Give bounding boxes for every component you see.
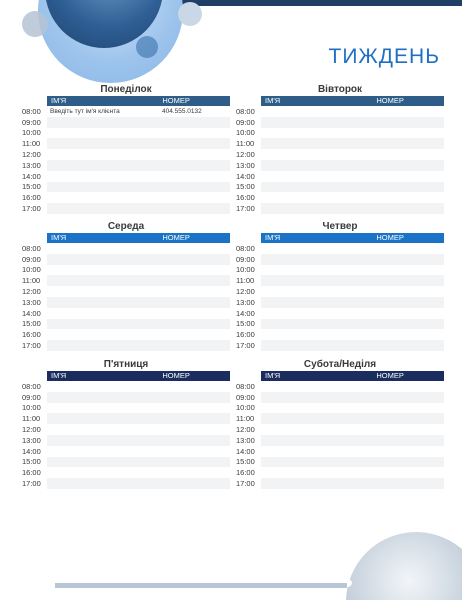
time-label: 10:00 [22,403,41,413]
time-slot-row [236,329,444,340]
time-label: 12:00 [236,150,255,160]
appointment-cell[interactable] [261,424,444,435]
name-column-header: ІМ'Я [265,371,281,380]
time-slot-row [236,192,444,203]
appointment-cell[interactable] [261,286,444,297]
time-label: 09:00 [22,392,41,402]
time-slot-row [236,117,444,128]
time-slot-row [236,128,444,139]
appointment-cell[interactable] [47,319,230,330]
time-slot-row [236,275,444,286]
appointment-cell[interactable] [47,446,230,457]
time-label: 08:00 [22,243,41,253]
time-slot-row [22,243,230,254]
time-label: 08:00 [236,381,255,391]
appointment-cell[interactable] [261,319,444,330]
time-label: 11:00 [236,414,255,424]
appointment-cell[interactable] [261,392,444,403]
time-label: 14:00 [22,308,41,318]
time-slot-row [236,319,444,330]
appointment-cell[interactable] [47,192,230,203]
day-block-thursday [236,220,444,351]
appointment-cell[interactable] [261,128,444,139]
day-title: Вівторок [317,84,363,95]
day-block-wednesday [22,220,230,351]
time-label: 14:00 [22,446,41,456]
time-slot-row [22,106,230,117]
name-column-header: ІМ'Я [265,233,281,242]
time-label: 16:00 [236,193,255,203]
appointment-cell[interactable] [261,403,444,414]
appointment-cell[interactable] [261,446,444,457]
time-slot-row [22,340,230,351]
time-slot-row [236,203,444,214]
time-slot-row [236,171,444,182]
appointment-cell[interactable] [47,457,230,468]
phone-column-header: НОМЕР [162,96,190,105]
day-title: Середа [107,221,145,232]
time-slots [236,106,444,214]
time-label: 09:00 [236,254,255,264]
appointment-cell[interactable] [261,106,444,117]
decor-dot-pale [178,2,202,26]
time-slot-row [22,392,230,403]
time-slot-row [22,413,230,424]
phone-column-header: НОМЕР [162,233,190,242]
day-block-monday [22,83,230,214]
time-label: 17:00 [236,204,255,214]
time-label: 13:00 [236,297,255,307]
time-slot-row [22,446,230,457]
time-label: 11:00 [22,414,41,424]
time-slot-row [236,297,444,308]
appointment-cell[interactable] [47,308,230,319]
time-label: 17:00 [22,204,41,214]
appointment-cell[interactable] [261,297,444,308]
time-label: 12:00 [236,287,255,297]
time-slot-row [22,308,230,319]
appointment-cell[interactable] [261,182,444,193]
column-header [47,96,230,106]
time-label: 13:00 [22,160,41,170]
phone-column-header: НОМЕР [376,371,404,380]
time-slot-row [236,403,444,414]
time-slot-row [236,265,444,276]
time-slots [22,243,230,351]
phone-column-header: НОМЕР [162,371,190,380]
time-slot-row [236,457,444,468]
client-phone: 404.555.0132 [162,107,202,115]
appointment-cell[interactable] [261,138,444,149]
appointment-cell[interactable] [261,117,444,128]
time-slot-row [236,413,444,424]
appointment-cell[interactable] [261,265,444,276]
time-slots [236,243,444,351]
time-label: 16:00 [22,468,41,478]
time-label: 12:00 [22,287,41,297]
day-block-friday [22,358,230,489]
appointment-cell[interactable] [261,243,444,254]
time-slot-row [22,275,230,286]
appointment-cell[interactable] [47,149,230,160]
time-slot-row [22,160,230,171]
appointment-cell[interactable] [261,413,444,424]
appointment-cell[interactable] [261,478,444,489]
time-slot-row [236,149,444,160]
time-label: 17:00 [22,341,41,351]
time-label: 15:00 [236,319,255,329]
time-slot-row [236,392,444,403]
appointment-cell[interactable] [261,192,444,203]
time-slot-row [22,138,230,149]
time-label: 11:00 [22,139,41,149]
appointment-cell[interactable] [261,171,444,182]
time-label: 15:00 [236,457,255,467]
bottom-accent-bar [55,583,347,588]
appointment-cell[interactable] [47,243,230,254]
time-label: 08:00 [236,243,255,253]
time-slot-row [22,128,230,139]
time-slot-row [236,138,444,149]
appointment-cell[interactable] [47,392,230,403]
time-slot-row [22,424,230,435]
time-slot-row [22,403,230,414]
time-label: 17:00 [236,341,255,351]
time-label: 16:00 [22,193,41,203]
appointment-cell[interactable] [47,424,230,435]
appointment-cell[interactable] [47,286,230,297]
column-header [261,233,444,243]
time-slot-row [22,117,230,128]
time-slot-row [236,286,444,297]
name-column-header: ІМ'Я [51,96,67,105]
time-label: 09:00 [22,254,41,264]
appointment-cell[interactable] [47,182,230,193]
appointment-cell[interactable] [47,435,230,446]
time-label: 15:00 [22,457,41,467]
day-block-weekend [236,358,444,489]
time-label: 10:00 [236,128,255,138]
appointment-cell[interactable] [47,478,230,489]
appointment-cell[interactable] [47,160,230,171]
time-label: 12:00 [236,425,255,435]
appointment-cell[interactable] [261,275,444,286]
appointment-cell[interactable] [261,203,444,214]
time-label: 15:00 [22,319,41,329]
appointment-cell[interactable] [47,138,230,149]
time-slot-row [22,254,230,265]
phone-column-header: НОМЕР [376,96,404,105]
appointment-cell[interactable] [261,467,444,478]
day-block-tuesday [236,83,444,214]
name-column-header: ІМ'Я [51,371,67,380]
appointment-cell[interactable] [261,340,444,351]
time-slot-row [22,192,230,203]
appointment-cell[interactable] [47,128,230,139]
time-slot-row [236,435,444,446]
time-label: 08:00 [22,381,41,391]
name-column-header: ІМ'Я [51,233,67,242]
time-slot-row [236,446,444,457]
appointment-cell[interactable] [47,413,230,424]
time-slot-row [22,435,230,446]
time-slot-row [22,319,230,330]
appointment-cell[interactable] [261,308,444,319]
time-label: 15:00 [236,182,255,192]
column-header [47,233,230,243]
time-label: 08:00 [236,106,255,116]
appointment-cell[interactable] [47,275,230,286]
time-slot-row [22,203,230,214]
time-label: 11:00 [236,276,255,286]
day-title: П'ятниця [103,359,149,370]
time-label: 10:00 [236,265,255,275]
appointment-cell[interactable] [261,160,444,171]
time-label: 12:00 [22,150,41,160]
appointment-cell[interactable] [47,203,230,214]
appointment-cell[interactable] [261,254,444,265]
time-label: 09:00 [236,117,255,127]
appointment-cell[interactable] [47,171,230,182]
time-slots [22,381,230,489]
time-slot-row [22,171,230,182]
time-slot-row [236,160,444,171]
time-label: 12:00 [22,425,41,435]
time-label: 10:00 [22,128,41,138]
appointment-cell[interactable] [47,467,230,478]
day-title: Субота/Неділя [303,359,377,370]
time-label: 08:00 [22,106,41,116]
time-label: 09:00 [236,392,255,402]
time-label: 17:00 [22,479,41,489]
time-label: 11:00 [22,276,41,286]
appointment-cell[interactable] [261,381,444,392]
appointment-cell[interactable] [47,381,230,392]
time-slot-row [236,308,444,319]
decor-dot-blue [136,36,158,58]
time-slot-row [236,106,444,117]
time-slot-row [22,286,230,297]
time-slot-row [236,467,444,478]
time-slot-row [22,182,230,193]
appointment-cell[interactable] [47,403,230,414]
time-label: 13:00 [22,297,41,307]
appointment-cell[interactable] [47,297,230,308]
appointment-cell[interactable] [47,117,230,128]
time-label: 13:00 [22,435,41,445]
appointment-cell[interactable] [261,329,444,340]
day-title: Четвер [322,221,358,232]
time-slot-row [22,329,230,340]
time-label: 10:00 [22,265,41,275]
time-label: 14:00 [236,171,255,181]
time-label: 14:00 [22,171,41,181]
appointment-cell[interactable] [261,435,444,446]
appointment-cell[interactable] [47,340,230,351]
time-label: 16:00 [236,468,255,478]
time-slot-row [22,265,230,276]
top-accent-bar [180,0,462,6]
client-name: Введіть тут ім'я клієнта [50,107,120,115]
time-label: 16:00 [236,330,255,340]
appointment-cell[interactable] [47,265,230,276]
time-slot-row [236,182,444,193]
time-slots [236,381,444,489]
time-label: 11:00 [236,139,255,149]
column-header [47,371,230,381]
time-slots [22,106,230,214]
time-slot-row [236,478,444,489]
time-slot-row [236,243,444,254]
time-slot-row [22,457,230,468]
time-label: 10:00 [236,403,255,413]
appointment-cell[interactable] [46,106,230,117]
time-slot-row [236,424,444,435]
time-slot-row [22,467,230,478]
page-title: ТИЖДЕНЬ [328,45,440,68]
time-slot-row [22,381,230,392]
appointment-cell[interactable] [261,457,444,468]
appointment-cell[interactable] [47,254,230,265]
column-header [261,96,444,106]
appointment-cell[interactable] [47,329,230,340]
phone-column-header: НОМЕР [376,233,404,242]
time-slot-row [22,478,230,489]
time-label: 16:00 [22,330,41,340]
appointment-cell[interactable] [261,149,444,160]
time-label: 09:00 [22,117,41,127]
day-title: Понеділок [100,84,152,95]
decor-circle-bottom [346,532,462,600]
time-label: 13:00 [236,435,255,445]
time-slot-row [22,297,230,308]
time-slot-row [236,254,444,265]
time-slot-row [236,381,444,392]
time-label: 14:00 [236,308,255,318]
time-label: 17:00 [236,479,255,489]
time-label: 15:00 [22,182,41,192]
column-header [261,371,444,381]
name-column-header: ІМ'Я [265,96,281,105]
time-slot-row [236,340,444,351]
time-label: 14:00 [236,446,255,456]
time-label: 13:00 [236,160,255,170]
decor-dot-grey [22,11,48,37]
time-slot-row [22,149,230,160]
